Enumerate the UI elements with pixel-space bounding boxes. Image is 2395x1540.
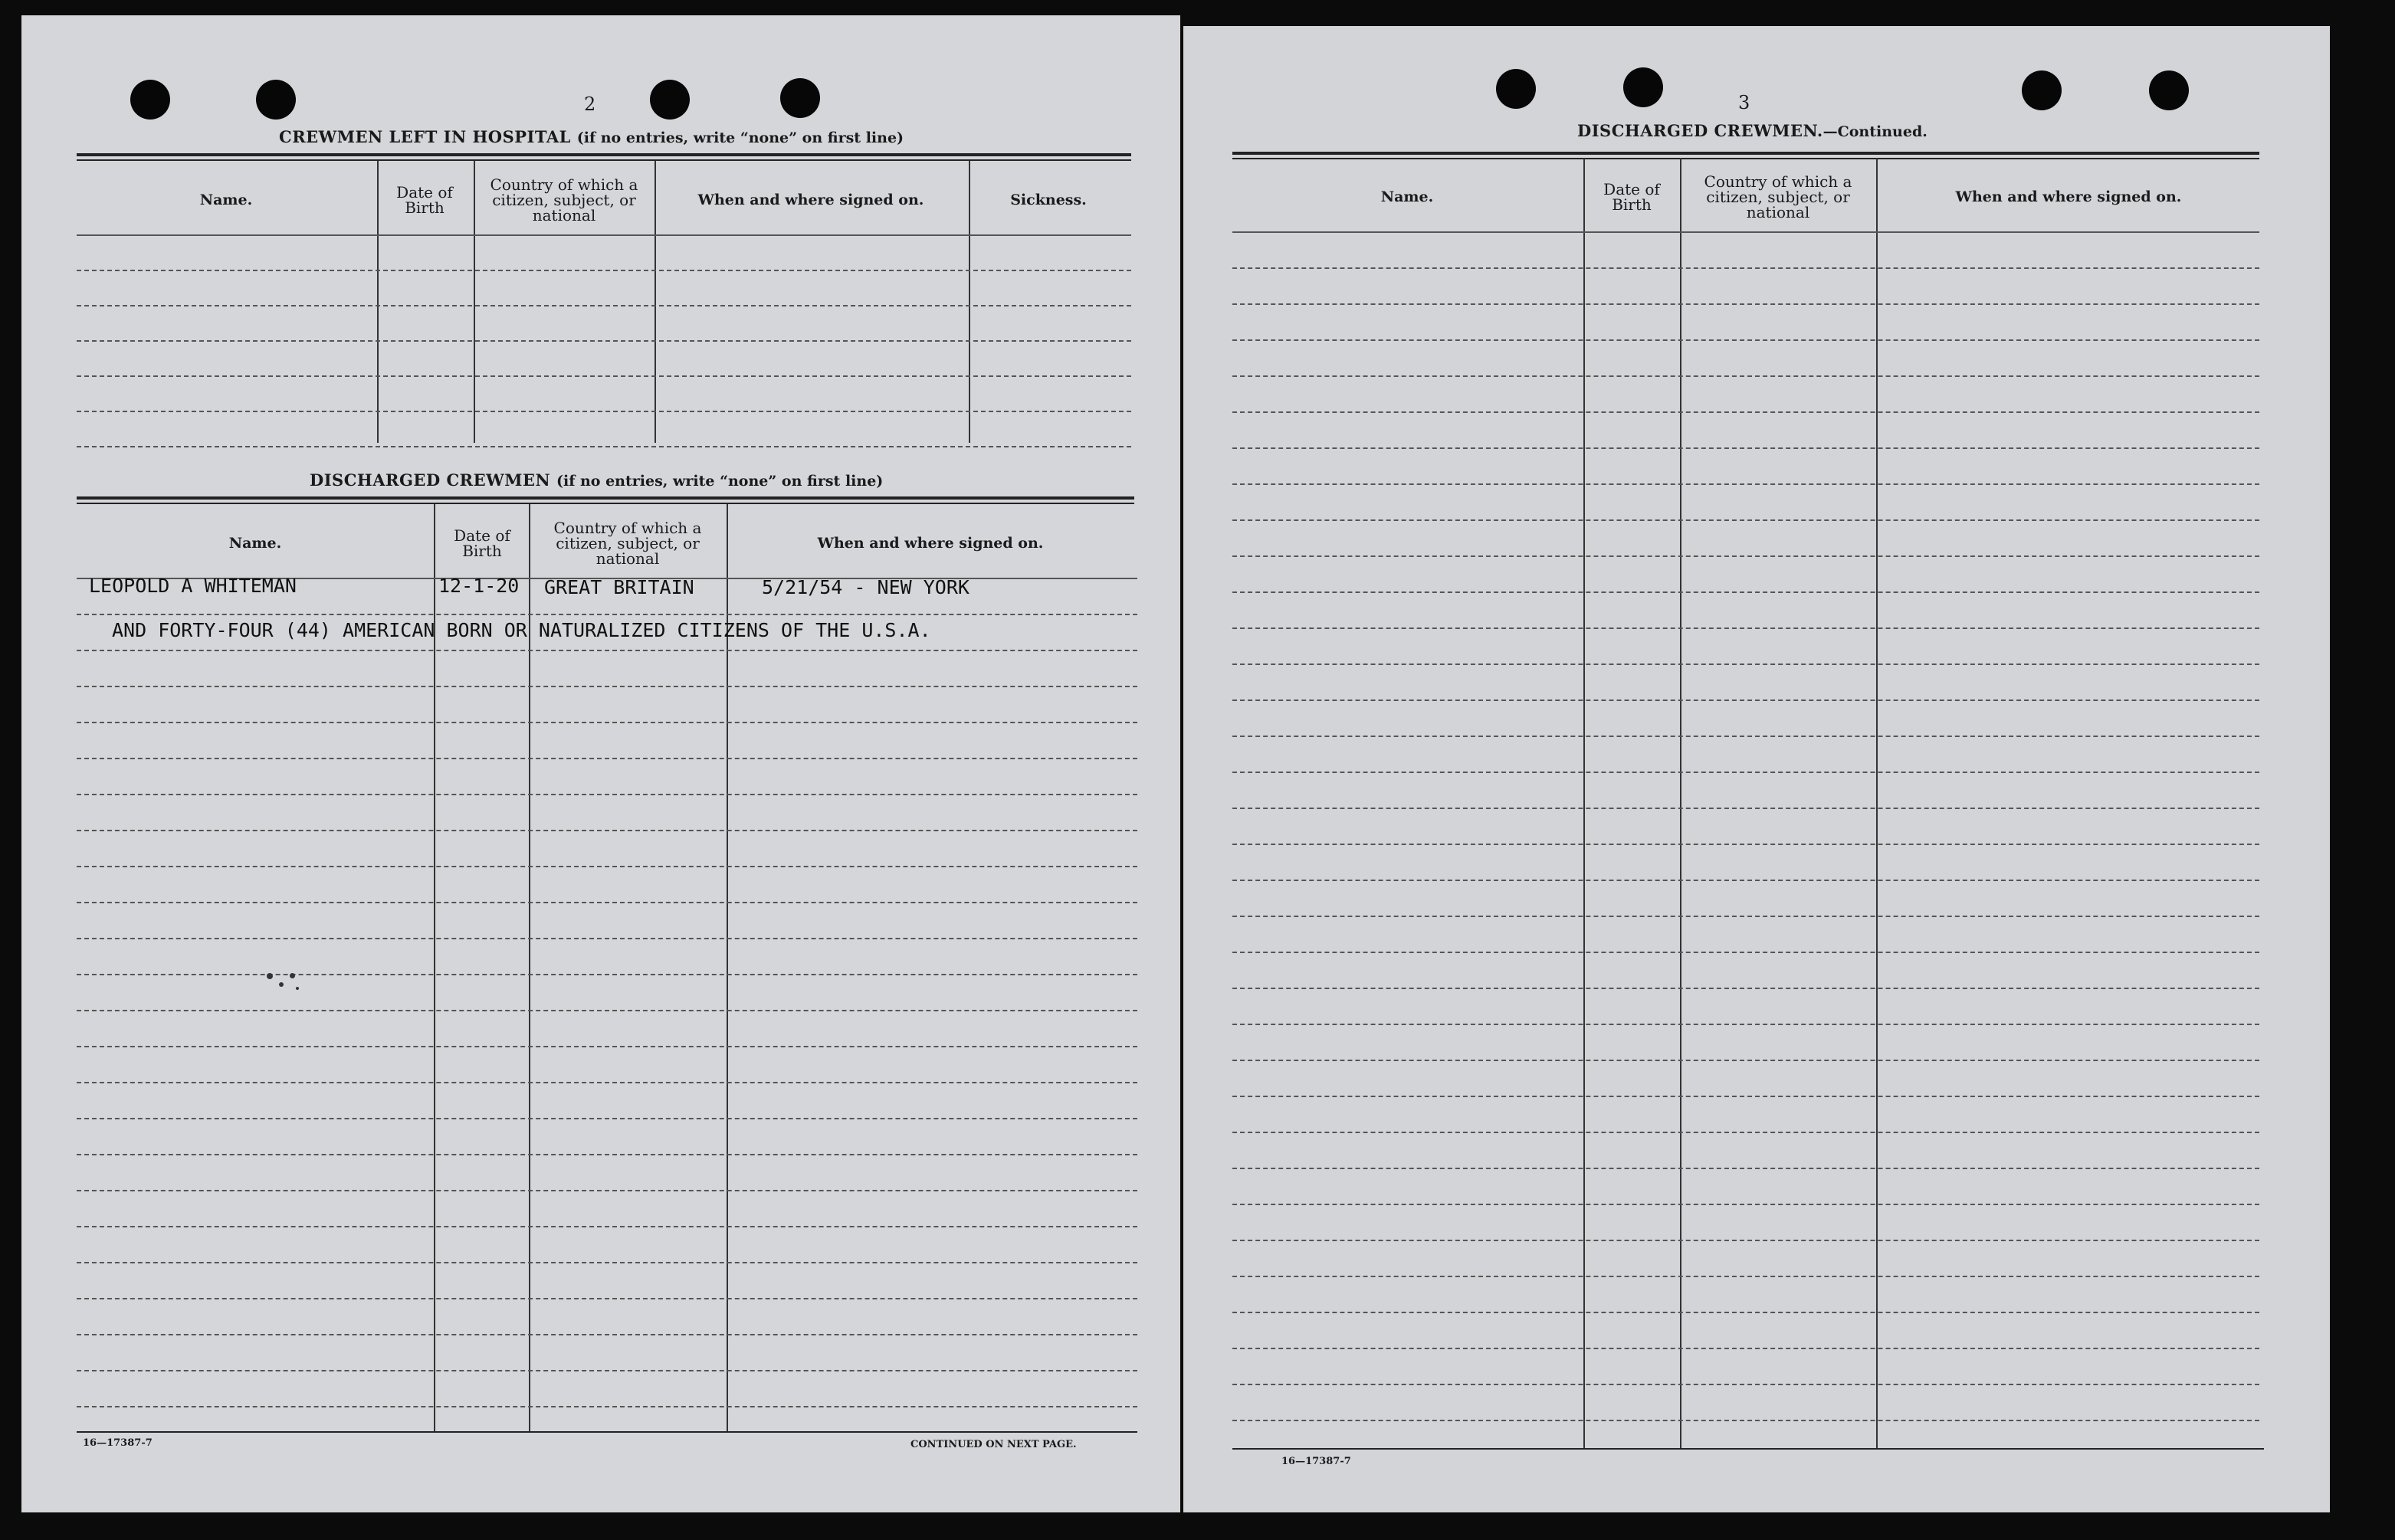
table-row-line (77, 938, 1137, 939)
table-row-line (1232, 303, 2259, 305)
hospital-section-title (279, 127, 904, 146)
form-number: 16—17387-7 (1281, 1456, 1351, 1467)
hospital-col-country: Country of which a citizen, subject, or national (490, 175, 638, 224)
discharged-continued-title (1577, 121, 1927, 140)
punch-hole (2149, 70, 2189, 110)
table-row-line (77, 758, 1137, 759)
crewman-signed-on: 5/21/54 - NEW YORK (762, 576, 969, 598)
table-row-line (1232, 519, 2259, 521)
table-row-line (1232, 808, 2259, 809)
crewman-country: GREAT BRITAIN (544, 576, 694, 598)
table-row-line (1232, 591, 2259, 593)
discharged-col-signed-on: When and where signed on. (817, 534, 1044, 552)
table-row-line (77, 1298, 1137, 1299)
table-row-line (1232, 1348, 2259, 1349)
table-row-line (77, 340, 1131, 342)
punch-hole (1623, 67, 1663, 107)
punch-hole (130, 80, 170, 120)
table-row-line (77, 1226, 1137, 1227)
table-row-line (1232, 844, 2259, 845)
table-row-line (1232, 952, 2259, 953)
discharged-col-country: Country of which a citizen, subject, or national (553, 519, 702, 568)
continued-col-name: Name. (1380, 188, 1434, 205)
table-row-line (1232, 555, 2259, 557)
table-row-line (1232, 916, 2259, 917)
table-row-line (77, 1010, 1137, 1011)
continued-col-signed-on: When and where signed on. (1955, 188, 2182, 205)
discharged-title-text: DISCHARGED CREWMEN (310, 470, 551, 490)
continued-col-dob: Date of Birth (1603, 180, 1660, 214)
table-row-line (1232, 1168, 2259, 1169)
crewman-dob: 12-1-20 (438, 575, 520, 597)
table-row-line (77, 974, 1137, 975)
table-row-line (77, 1154, 1137, 1155)
table-row-line (77, 722, 1137, 723)
table-row-line (1232, 447, 2259, 449)
discharged-col-dob: Date of Birth (454, 526, 510, 560)
page-number: 3 (1738, 92, 1750, 113)
table-row-line (1232, 772, 2259, 773)
table-row-line (77, 794, 1137, 795)
crewman-name: LEOPOLD A WHITEMAN (89, 575, 297, 597)
table-row-line (77, 1118, 1137, 1119)
punch-hole (780, 78, 820, 118)
table-row-line (77, 1046, 1137, 1047)
table-row-line (1232, 988, 2259, 989)
table-row-line (77, 411, 1131, 412)
table-row-line (77, 866, 1137, 867)
table-row-line (1232, 1240, 2259, 1241)
table-row-line (77, 305, 1131, 306)
table-row-line (1232, 1096, 2259, 1097)
table-row-line (1232, 1312, 2259, 1313)
table-row-line (77, 686, 1137, 687)
page-number: 2 (584, 93, 596, 115)
hospital-col-name: Name. (199, 191, 253, 208)
hospital-title-note: (if no entries, write “none” on first line) (576, 129, 904, 146)
table-row-line (77, 1406, 1137, 1407)
table-row-line (1232, 1204, 2259, 1205)
table-row-line (77, 1334, 1137, 1335)
table-row-line (1232, 339, 2259, 341)
table-row-line (77, 1262, 1137, 1263)
table-row-line (1232, 375, 2259, 377)
punch-hole (1496, 69, 1536, 109)
table-row-line (77, 375, 1131, 377)
continued-col-country: Country of which a citizen, subject, or national (1704, 172, 1852, 221)
hospital-col-dob: Date of Birth (396, 183, 453, 217)
discharged-section-title (310, 470, 883, 490)
hospital-col-sickness: Sickness. (1010, 191, 1087, 208)
table-row-line (77, 234, 1131, 236)
continued-title-text: DISCHARGED CREWMEN. (1577, 121, 1823, 140)
form-number: 16—17387-7 (83, 1437, 153, 1449)
table-row-line (77, 650, 1137, 651)
table-row-line (1232, 1384, 2259, 1385)
table-row-line (77, 1370, 1137, 1371)
table-row-line (1232, 483, 2259, 485)
form-page-left (21, 15, 1180, 1512)
hospital-title-text: CREWMEN LEFT IN HOSPITAL (279, 127, 571, 146)
table-row-line (1232, 1024, 2259, 1025)
table-row-line (1232, 1060, 2259, 1061)
continued-title-suffix: —Continued. (1822, 123, 1927, 140)
punch-hole (2022, 70, 2062, 110)
table-row-line (77, 614, 1137, 615)
table-row-line (1232, 700, 2259, 701)
table-row-line (1232, 736, 2259, 737)
table-row-line (1232, 664, 2259, 665)
table-row-line (77, 830, 1137, 831)
punch-hole (650, 80, 690, 120)
table-row-line (1232, 880, 2259, 881)
table-row-line (1232, 1420, 2259, 1421)
form-page-right (1183, 26, 2330, 1512)
table-row-line (77, 902, 1137, 903)
continued-note: CONTINUED ON NEXT PAGE. (910, 1439, 1077, 1450)
punch-hole (256, 80, 296, 120)
table-row-line (77, 270, 1131, 271)
table-row-line (77, 446, 1131, 447)
crewmen-remark: AND FORTY-FOUR (44) AMERICAN BORN OR NATURALIZED CITIZENS OF THE U.S.A. (112, 619, 931, 641)
discharged-col-name: Name. (228, 534, 282, 552)
table-row-line (1232, 627, 2259, 629)
table-row-line (1232, 411, 2259, 413)
table-row-line (77, 1190, 1137, 1191)
table-row-line (1232, 1132, 2259, 1133)
hospital-col-signed-on: When and where signed on. (697, 191, 924, 208)
discharged-title-note: (if no entries, write “none” on first line) (556, 473, 884, 490)
table-row-line (1232, 1276, 2259, 1277)
table-row-line (77, 1082, 1137, 1083)
table-row-line (1232, 267, 2259, 269)
table-row-line (1232, 231, 2259, 233)
